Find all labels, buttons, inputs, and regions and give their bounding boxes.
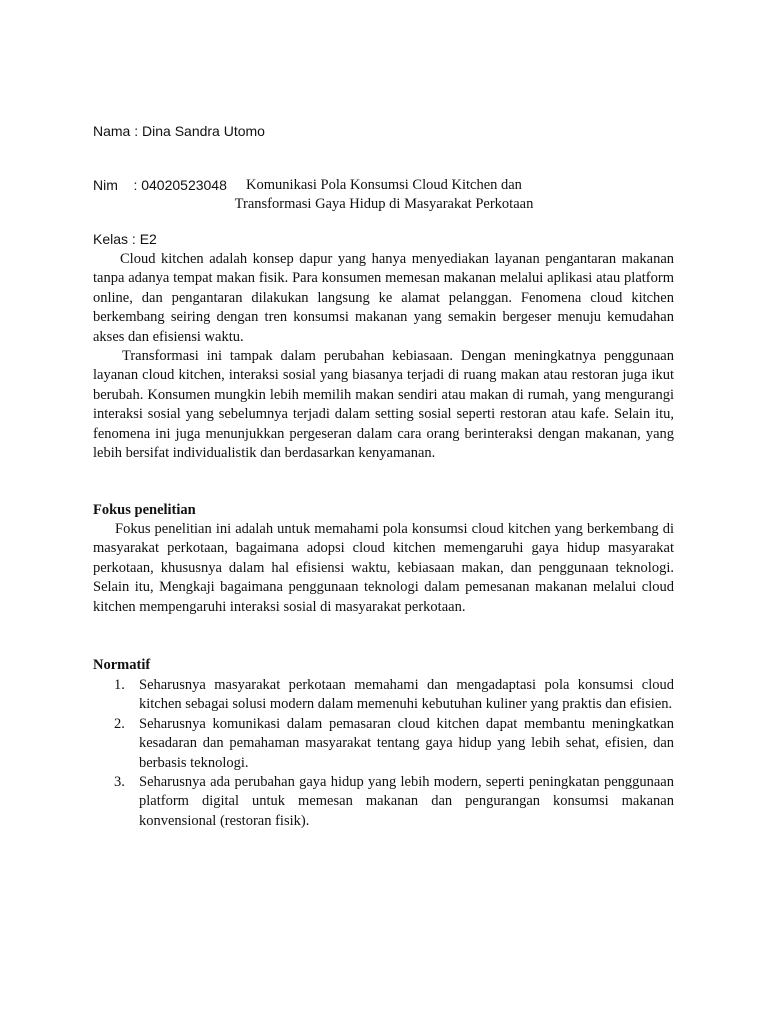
document-title-line-2: Transformasi Gaya Hidup di Masyarakat Perkotaan — [234, 196, 534, 212]
normatif-list-item — [93, 773, 674, 831]
list-item-number: 3. — [114, 774, 125, 791]
document-title-line-1: Komunikasi Pola Konsumsi Cloud Kitchen dan — [246, 177, 522, 193]
focus-section — [93, 520, 674, 617]
list-item-text: Seharusnya ada perubahan gaya hidup yang lebih modern, seperti peningkatan penggunaan platform digital untuk memesan makanan dan pengurangan konsumsi makanan konvensional (restoran fisik). — [139, 774, 674, 829]
student-name-line: Nama : Dina Sandra Utomo — [93, 123, 265, 139]
student-class-line: Kelas : E2 — [93, 231, 157, 247]
normatif-section-heading: Normatif — [93, 657, 151, 673]
normatif-list — [93, 676, 674, 831]
list-item-number: 2. — [114, 715, 125, 732]
introduction-section — [93, 250, 674, 463]
student-nim-line: Nim : 04020523048 — [93, 177, 227, 193]
normatif-list-item — [93, 715, 674, 773]
normatif-list-item — [93, 676, 674, 715]
focus-section-heading: Fokus penelitian — [93, 502, 196, 518]
focus-paragraph: Fokus penelitian ini adalah untuk memahami pola konsumsi cloud kitchen yang berkembang di masyarakat perkotaan, bagaimana adopsi cloud kitchen memengaruhi gaya hidup masyarakat perkotaan, khususnya dalam hal efisiensi waktu, kebiasaan makan, dan penggunaan teknologi. Selain itu, Mengkaji bagaimana penggunaan teknologi dalam pemesanan makanan melalui cloud kitchen mempengaruhi interaksi sosial di masyarakat perkotaan. — [93, 521, 674, 615]
list-item-text: Seharusnya masyarakat perkotaan memahami dan mengadaptasi pola konsumsi cloud kitchen sebagai solusi modern dalam memenuhi kebutuhan kuliner yang praktis dan efisien. — [139, 677, 674, 713]
list-item-text: Seharusnya komunikasi dalam pemasaran cloud kitchen dapat membantu meningkatkan kesadaran dan pemahaman masyarakat tentang gaya hidup yang lebih sehat, efisien, dan berbasis teknologi. — [139, 715, 674, 771]
introduction-paragraph-1: Cloud kitchen adalah konsep dapur yang hanya menyediakan layanan pengantaran makanan tanpa adanya tempat makan fisik. Para konsumen memesan makanan melalui aplikasi atau platform online, dan pengantaran dilakukan langsung ke alamat pelanggan. Fenomena cloud kitchen berkembang seiring dengan tren konsumsi makanan yang semakin bergeser menuju kemudahan akses dan efisiensi waktu. — [93, 251, 674, 345]
list-item-number: 1. — [114, 677, 125, 693]
document-title — [0, 176, 768, 214]
introduction-paragraph-2: Transformasi ini tampak dalam perubahan kebiasaan. Dengan meningkatnya penggunaan layanan cloud kitchen, interaksi sosial yang biasanya terjadi di ruang makan atau restoran juga ikut berubah. Konsumen mungkin lebih memilih makan sendiri atau makan di rumah, yang mengurangi interaksi sosial yang sebelumnya terjadi dalam setting sosial seperti restoran atau kafe. Selain itu, fenomena ini juga menunjukkan pergeseran dalam cara orang berinteraksi dengan makanan, yang lebih bersifat individualistik dan berdasarkan kenyamanan. — [93, 348, 674, 462]
